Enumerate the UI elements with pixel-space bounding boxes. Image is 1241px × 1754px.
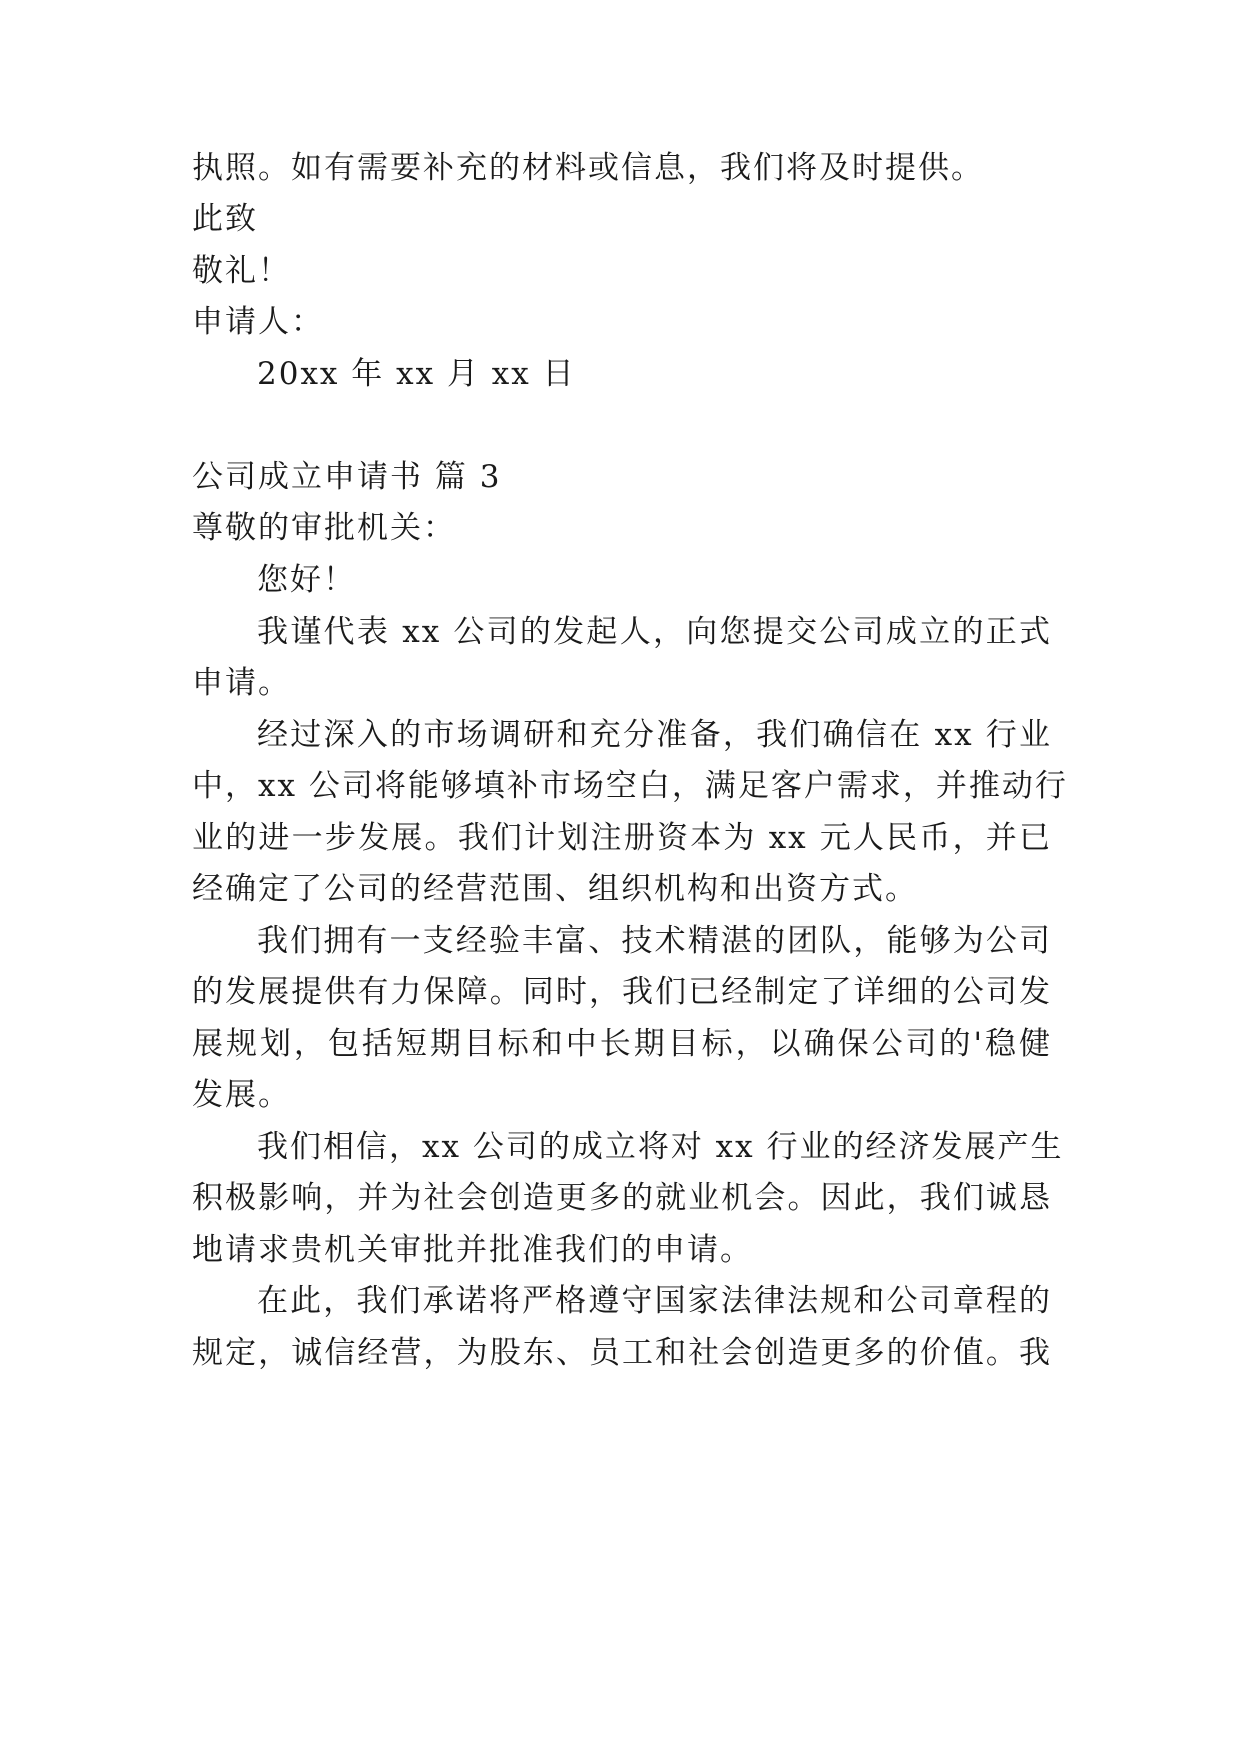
paragraph-5-line-2: 规定，诚信经营，为股东、员工和社会创造更多的价值。我 bbox=[192, 1335, 1052, 1371]
paragraph-4-line-1: 我们相信，xx 公司的成立将对 xx 行业的经济发展产生 bbox=[257, 1129, 1064, 1165]
paragraph-4-line-2: 积极影响，并为社会创造更多的就业机会。因此，我们诚恳 bbox=[192, 1180, 1052, 1216]
greeting: 您好！ bbox=[257, 562, 356, 598]
paragraph-2-line-1: 经过深入的市场调研和充分准备，我们确信在 xx 行业 bbox=[257, 717, 1052, 753]
paragraph-3-line-3: 展规划，包括短期目标和中长期目标，以确保公司的'稳健 bbox=[192, 1026, 1052, 1062]
paragraph-1-line-2: 申请。 bbox=[192, 665, 291, 701]
paragraph-3-line-4: 发展。 bbox=[192, 1077, 291, 1113]
paragraph-2-line-4: 经确定了公司的经营范围、组织机构和出资方式。 bbox=[192, 871, 918, 907]
applicant-line: 申请人： bbox=[192, 304, 324, 340]
paragraph-2-line-2: 中，xx 公司将能够填补市场空白，满足客户需求，并推动行 bbox=[192, 768, 1068, 804]
salutation: 尊敬的审批机关： bbox=[192, 510, 456, 546]
paragraph-3-line-1: 我们拥有一支经验丰富、技术精湛的团队，能够为公司 bbox=[257, 923, 1052, 959]
paragraph-4-line-3: 地请求贵机关审批并批准我们的申请。 bbox=[192, 1232, 753, 1268]
paragraph-2-line-3: 业的进一步发展。我们计划注册资本为 xx 元人民币，并已 bbox=[192, 820, 1052, 856]
continuation-line: 执照。如有需要补充的材料或信息，我们将及时提供。 bbox=[192, 150, 984, 186]
closing-line-2: 敬礼！ bbox=[192, 253, 291, 289]
section-title: 公司成立申请书 篇 3 bbox=[192, 459, 502, 495]
closing-line-1: 此致 bbox=[192, 201, 258, 237]
date-line: 20xx 年 xx 月 xx 日 bbox=[257, 356, 576, 392]
paragraph-1-line-1: 我谨代表 xx 公司的发起人，向您提交公司成立的正式 bbox=[257, 614, 1052, 650]
paragraph-5-line-1: 在此，我们承诺将严格遵守国家法律法规和公司章程的 bbox=[257, 1283, 1052, 1319]
paragraph-3-line-2: 的发展提供有力保障。同时，我们已经制定了详细的公司发 bbox=[192, 974, 1052, 1010]
